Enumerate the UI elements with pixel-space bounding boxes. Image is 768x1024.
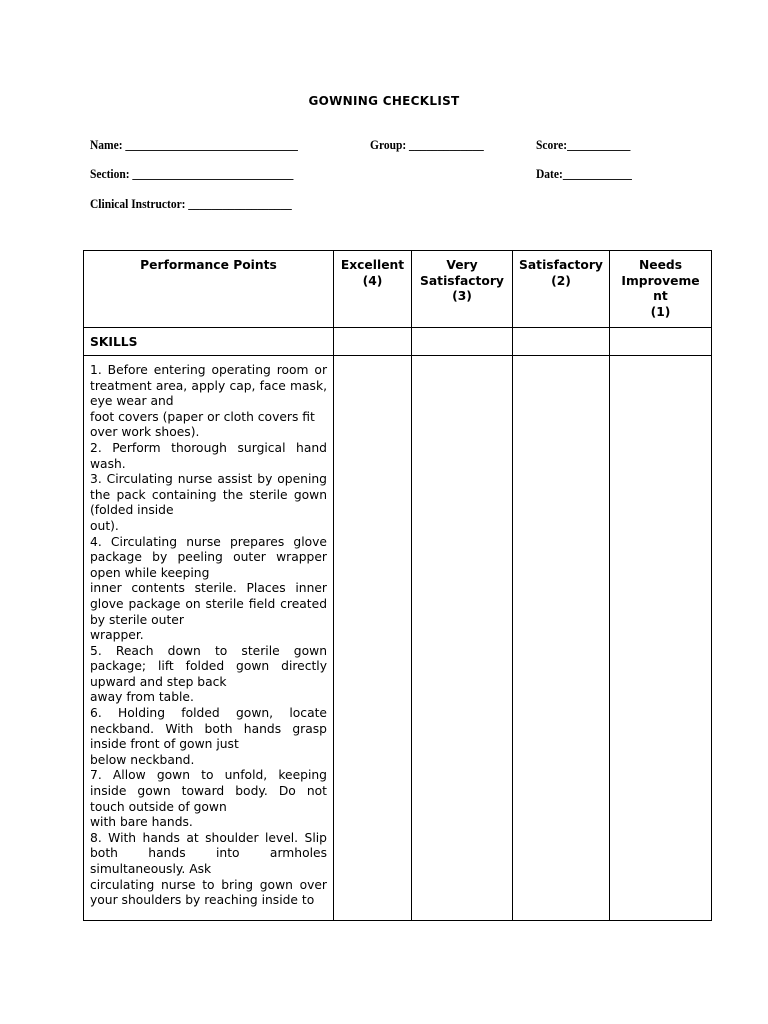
skills-needs-cell[interactable] bbox=[610, 328, 712, 356]
section-line[interactable]: ____________________________ bbox=[132, 167, 294, 181]
header-excellent-line2: (4) bbox=[362, 273, 383, 288]
group-label: Group: bbox=[370, 138, 407, 152]
header-very-satisfactory bbox=[412, 251, 513, 328]
steps-very-cell[interactable] bbox=[412, 356, 513, 921]
date-field[interactable] bbox=[536, 167, 632, 182]
instructor-field[interactable] bbox=[90, 197, 292, 212]
name-line[interactable]: ______________________________ bbox=[125, 138, 298, 152]
header-performance bbox=[84, 251, 334, 328]
step-8-part-2: circulating nurse to bring gown over your shoulders by reaching inside to bbox=[90, 877, 327, 908]
step-4-part-2: inner contents sterile. Places inner glove package on sterile field created by sterile outer bbox=[90, 581, 327, 627]
step-8 bbox=[90, 831, 327, 909]
step-5-part-1: 5. Reach down to sterile gown package; lift folded gown directly upward and step back bbox=[90, 643, 327, 689]
skills-very-cell[interactable] bbox=[412, 328, 513, 356]
header-satisfactory-line2: (2) bbox=[551, 273, 571, 288]
skills-label: SKILLS bbox=[90, 335, 138, 349]
header-very-line2: Satisfactory bbox=[420, 273, 504, 288]
instructor-label: Clinical Instructor: bbox=[90, 197, 186, 211]
name-label: Name: bbox=[90, 138, 123, 152]
header-needs-improvement bbox=[610, 251, 712, 328]
step-4-part-1: 4. Circulating nurse prepares glove package by peeling outer wrapper open while keeping bbox=[90, 534, 327, 580]
page-title: GOWNING CHECKLIST bbox=[308, 94, 460, 108]
skills-excellent-cell[interactable] bbox=[334, 328, 412, 356]
step-6-part-1: 6. Holding folded gown, locate neckband. With both hands grasp inside front of gown just bbox=[90, 706, 327, 752]
step-8-part-1: 8. With hands at shoulder level. Slip both hands into armholes simultaneously. Ask bbox=[90, 830, 327, 876]
step-1-part-1: 1. Before entering operating room or treatment area, apply cap, face mask, eye wear and bbox=[90, 363, 327, 409]
score-label: Score: bbox=[536, 138, 568, 152]
header-satisfactory-line1: Satisfactory bbox=[519, 258, 603, 272]
header-very-line1: Very bbox=[446, 258, 478, 272]
header-needs-line4: (1) bbox=[650, 304, 671, 319]
step-6-part-2: below neckband. bbox=[90, 752, 195, 767]
header-excellent bbox=[334, 251, 412, 328]
header-performance-label: Performance Points bbox=[140, 258, 277, 272]
steps-excellent-cell[interactable] bbox=[334, 356, 412, 921]
step-1-part-2: foot covers (paper or cloth covers fit over work shoes). bbox=[90, 409, 315, 440]
steps-needs-cell[interactable] bbox=[610, 356, 712, 921]
step-3-part-1: 3. Circulating nurse assist by opening the pack containing the sterile gown (folded inside bbox=[90, 472, 327, 518]
step-7-part-1: 7. Allow gown to unfold, keeping inside gown toward body. Do not touch outside of gown bbox=[90, 768, 327, 814]
checklist-table bbox=[83, 250, 712, 921]
step-4-part-3: wrapper. bbox=[90, 628, 144, 643]
date-line[interactable]: ____________ bbox=[562, 167, 632, 181]
step-6 bbox=[90, 706, 327, 768]
score-line[interactable]: ___________ bbox=[567, 138, 631, 152]
step-2 bbox=[90, 441, 327, 472]
step-2-part-1: 2. Perform thorough surgical hand wash. bbox=[90, 440, 327, 471]
step-5 bbox=[90, 644, 327, 706]
header-row bbox=[84, 251, 712, 328]
instructor-line[interactable]: __________________ bbox=[188, 197, 292, 211]
section-field[interactable] bbox=[90, 167, 293, 182]
name-field[interactable] bbox=[90, 138, 298, 153]
header-needs-line3: nt bbox=[653, 289, 668, 304]
skills-label-cell bbox=[84, 328, 334, 356]
steps-cell bbox=[84, 356, 334, 921]
header-very-line3: (3) bbox=[452, 289, 472, 304]
header-needs-line2: Improveme bbox=[621, 273, 700, 288]
header-excellent-line1: Excellent bbox=[340, 258, 405, 272]
section-label: Section: bbox=[90, 167, 130, 181]
step-4 bbox=[90, 535, 327, 644]
step-3-part-2: out). bbox=[90, 518, 119, 533]
header-satisfactory bbox=[513, 251, 610, 328]
header-needs-line1: Needs bbox=[638, 258, 683, 272]
skills-satisfactory-cell[interactable] bbox=[513, 328, 610, 356]
step-7 bbox=[90, 768, 327, 830]
step-3 bbox=[90, 472, 327, 534]
step-7-part-2: with bare hands. bbox=[90, 815, 193, 830]
group-field[interactable] bbox=[370, 138, 484, 153]
date-label: Date: bbox=[536, 167, 563, 181]
group-line[interactable]: _____________ bbox=[408, 138, 484, 152]
step-1 bbox=[90, 363, 327, 441]
score-field[interactable] bbox=[536, 138, 630, 153]
step-5-part-2: away from table. bbox=[90, 690, 194, 705]
skills-row bbox=[84, 328, 712, 356]
steps-satisfactory-cell[interactable] bbox=[513, 356, 610, 921]
steps-row bbox=[84, 356, 712, 921]
